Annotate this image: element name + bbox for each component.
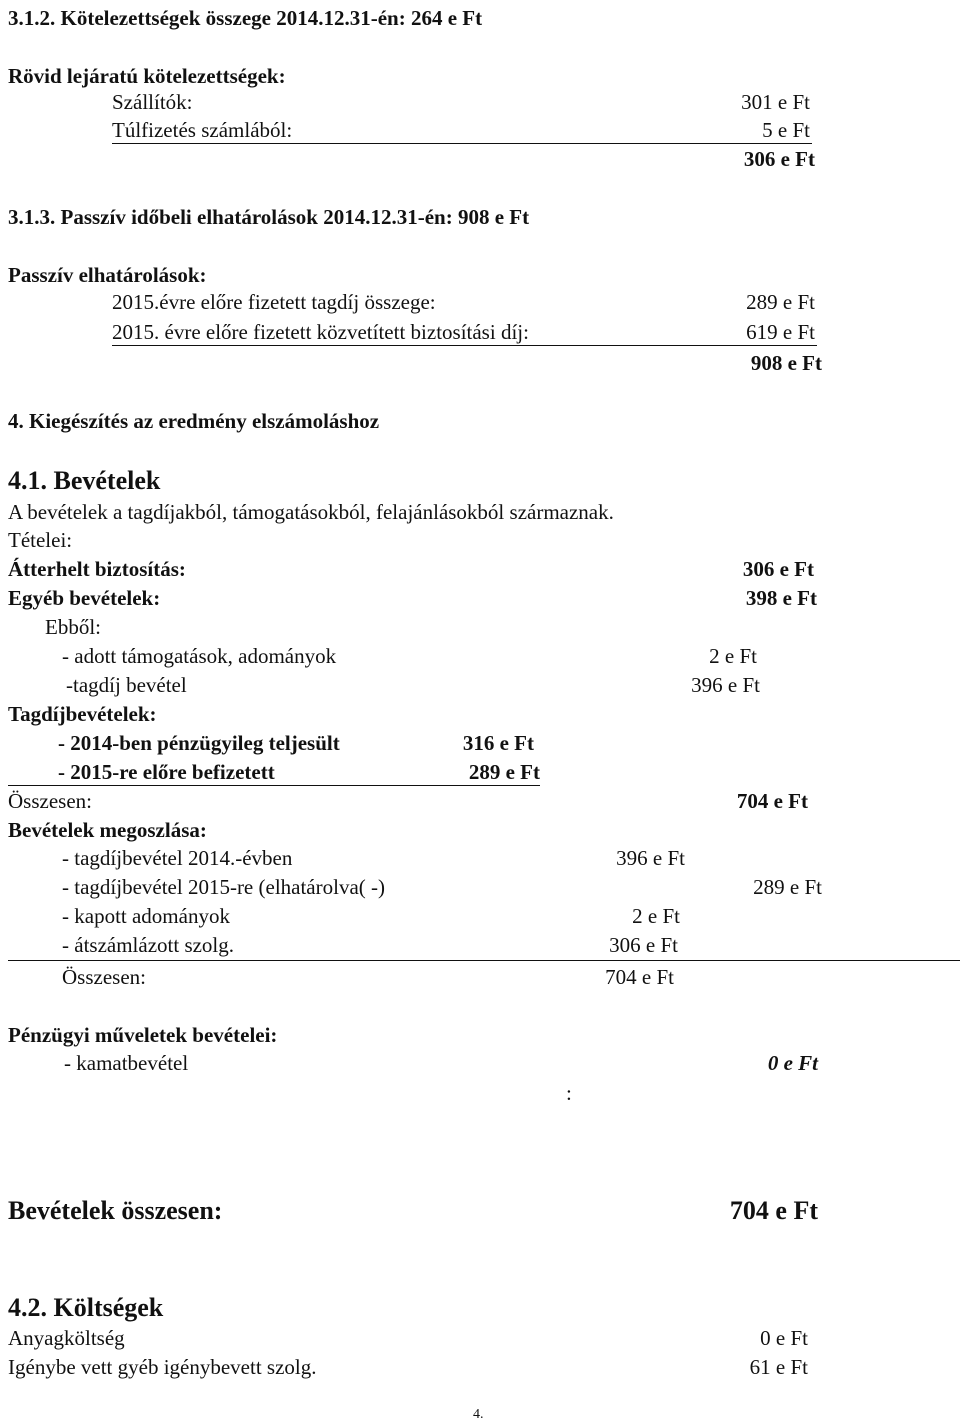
distribution-total-label: Összesen:: [62, 965, 146, 989]
overpayment-value: 5 e Ft: [762, 118, 810, 142]
fees-2015-prepaid-label: - 2015-re előre befizetett: [58, 760, 275, 784]
distribution-recharged-label: - átszámlázott szolg.: [62, 933, 235, 957]
donations-given-label: - adott támogatások, adományok: [62, 644, 337, 668]
stray-colon: :: [566, 1081, 572, 1105]
page-number: 4.: [473, 1407, 484, 1422]
fees-2014-paid-value: 316 e Ft: [462, 731, 534, 755]
interest-income-label: - kamatbevétel: [64, 1051, 189, 1075]
section-4-1-heading: 4.1. Bevételek: [8, 466, 161, 495]
section-3-1-2-heading: 3.1.2. Kötelezettségek összege 2014.12.31-én: 264 e Ft: [8, 6, 483, 30]
fees-2015-prepaid-value: 289 e Ft: [468, 760, 540, 784]
interest-income-value: 0 e Ft: [767, 1051, 818, 1075]
total-label: Összesen:: [8, 789, 92, 813]
distribution-fees-2014-value: 396 e Ft: [616, 846, 685, 870]
distribution-donations-label: - kapott adományok: [62, 904, 230, 928]
other-revenue-label: Egyéb bevételek:: [8, 586, 161, 610]
section-4-2-heading: 4.2. Költségek: [8, 1293, 164, 1322]
distribution-donations-value: 2 e Ft: [632, 904, 680, 928]
short-term-liabilities-heading: Rövid lejáratú kötelezettségek:: [8, 64, 286, 88]
revenue-intro-text: A bevételek a tagdíjakból, támogatásokból, felajánlásokból származnak.: [8, 500, 614, 524]
suppliers-value: 301 e Ft: [741, 90, 810, 114]
passive-accruals-heading: Passzív elhatárolások:: [8, 263, 207, 287]
distribution-fees-2014-label: - tagdíjbevétel 2014.-évben: [62, 846, 293, 870]
divider-line: [112, 345, 817, 346]
total-value: 704 e Ft: [736, 789, 808, 813]
section-4-heading: 4. Kiegészítés az eredmény elszámoláshoz: [8, 409, 380, 433]
recharged-insurance-label: Átterhelt biztosítás:: [8, 557, 186, 581]
distribution-total-value: 704 e Ft: [605, 965, 674, 989]
divider-line: [8, 785, 540, 786]
financial-income-heading: Pénzügyi műveletek bevételei:: [8, 1023, 278, 1047]
of-which-label: Ebből:: [45, 615, 101, 639]
total-revenue-value: 704 e Ft: [729, 1196, 818, 1225]
membership-fee-income-value: 396 e Ft: [691, 673, 760, 697]
passive-accruals-total: 908 e Ft: [750, 351, 822, 375]
items-label: Tételei:: [8, 528, 73, 552]
distribution-recharged-value: 306 e Ft: [609, 933, 678, 957]
fees-2014-paid-label: - 2014-ben pénzügyileg teljesült: [58, 731, 340, 755]
donations-given-value: 2 e Ft: [709, 644, 757, 668]
total-revenue-label: Bevételek összesen:: [8, 1196, 223, 1225]
distribution-fees-2015-value: 289 e Ft: [753, 875, 822, 899]
distribution-fees-2015-label: - tagdíjbevétel 2015-re (elhatárolva( -): [62, 875, 386, 899]
membership-fee-income-label: -tagdíj bevétel: [66, 673, 187, 697]
short-term-liabilities-total: 306 e Ft: [743, 147, 815, 171]
divider-line: [112, 143, 812, 144]
prepaid-insurance-fee-label: 2015. évre előre fizetett közvetített biztosítási díj:: [112, 320, 529, 344]
services-cost-label: Igénybe vett gyéb igénybevett szolg.: [8, 1355, 317, 1379]
divider-line: [8, 960, 960, 961]
prepaid-insurance-fee-value: 619 e Ft: [746, 320, 815, 344]
services-cost-value: 61 e Ft: [749, 1355, 808, 1379]
recharged-insurance-value: 306 e Ft: [742, 557, 814, 581]
revenue-distribution-heading: Bevételek megoszlása:: [8, 818, 207, 842]
membership-fees-heading: Tagdíjbevételek:: [8, 702, 157, 726]
section-3-1-3-heading: 3.1.3. Passzív időbeli elhatárolások 2014.12.31-én: 908 e Ft: [8, 205, 530, 229]
material-cost-label: Anyagköltség: [8, 1326, 125, 1350]
overpayment-label: Túlfizetés számlából:: [112, 118, 293, 142]
prepaid-membership-fee-label: 2015.évre előre fizetett tagdíj összege:: [112, 290, 436, 314]
prepaid-membership-fee-value: 289 e Ft: [746, 290, 815, 314]
other-revenue-value: 398 e Ft: [745, 586, 817, 610]
suppliers-label: Szállítók:: [112, 90, 193, 114]
material-cost-value: 0 e Ft: [760, 1326, 808, 1350]
